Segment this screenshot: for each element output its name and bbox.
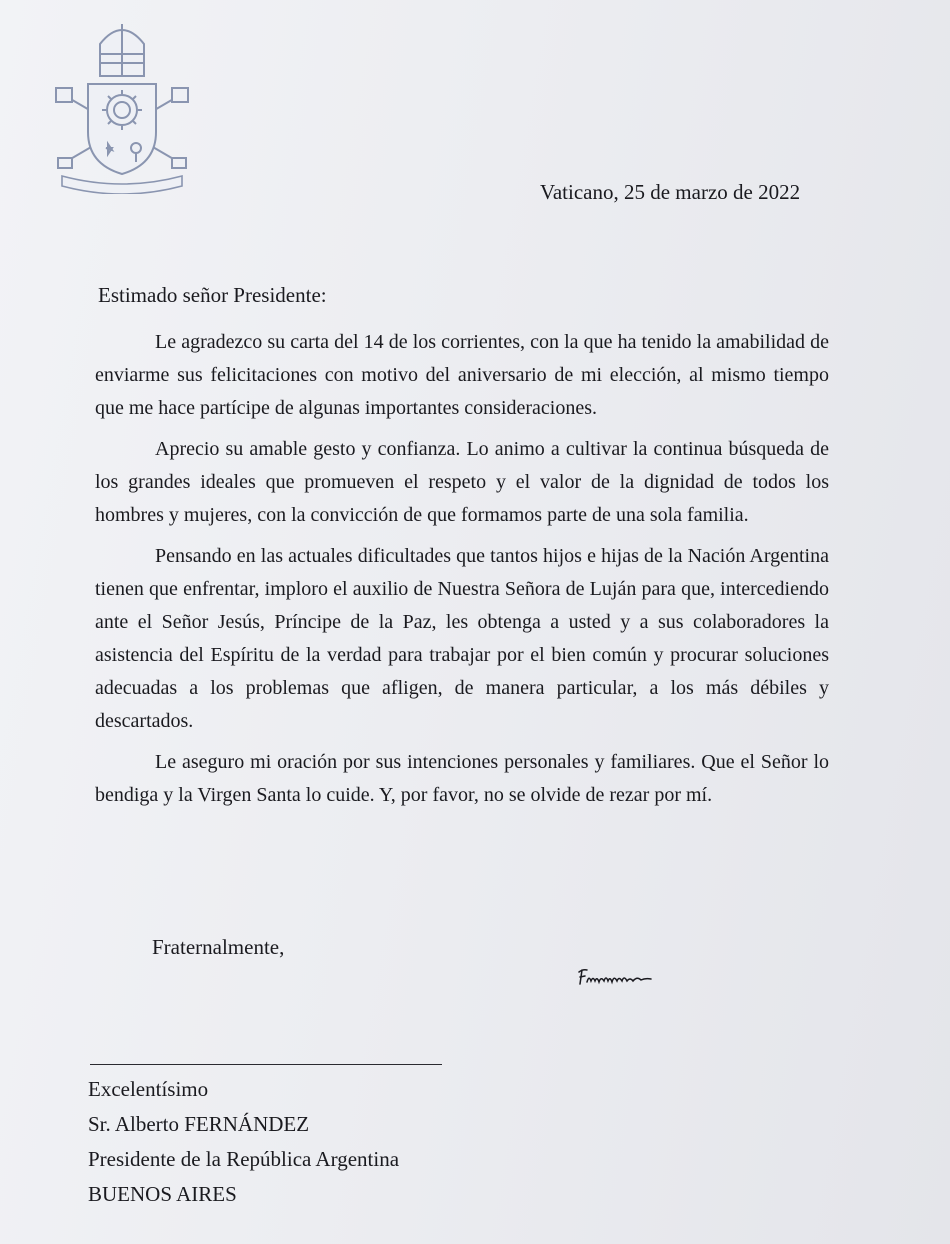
letter-date: Vaticano, 25 de marzo de 2022 (540, 180, 801, 204)
handwritten-signature-icon (577, 966, 657, 990)
recipient-title: Presidente de la República Argentina (88, 1147, 400, 1171)
recipient-city: BUENOS AIRES (88, 1182, 237, 1206)
paragraph: Le aseguro mi oración por sus intenciones personales y familiares. Que el Señor lo bendiga y la Virgen Santa lo cuide. Y, por favor, no se olvide de rezar por mí. (95, 751, 829, 806)
paragraph: Aprecio su amable gesto y confianza. Lo animo a cultivar la continua búsqueda de los grandes ideales que promueven el respeto y el valor de la dignidad de todos los hombres y mujeres, con la convicción de que formamos parte de una sola familia. (95, 438, 829, 526)
paragraph: Le agradezco su carta del 14 de los corrientes, con la que ha tenido la amabilidad de enviarme sus felicitaciones con motivo del aniversario de mi elección, al mismo tiempo que me hace partícipe de algunas importantes consideraciones. (95, 331, 829, 419)
recipient-address (88, 1072, 399, 1212)
closing: Fraternalmente, (152, 935, 285, 959)
recipient-honorific: Excelentísimo (88, 1077, 209, 1101)
letter-body (95, 326, 829, 820)
papal-coat-of-arms-icon (52, 14, 192, 194)
salutation: Estimado señor Presidente: (98, 283, 327, 307)
recipient-name: Sr. Alberto FERNÁNDEZ (88, 1112, 310, 1136)
signature-rule (90, 1064, 442, 1065)
paragraph: Pensando en las actuales dificultades que tantos hijos e hijas de la Nación Argentina tienen que enfrentar, imploro el auxilio de Nuestra Señora de Luján para que, intercediendo ante el Señor Jesús, Príncipe de la Paz, les obtenga a usted y a sus colaboradores la asistencia del Espíritu de la verdad para trabajar por el bien común y procurar soluciones adecuadas a los problemas que afligen, de manera particular, a los más débiles y descartados. (95, 545, 829, 732)
